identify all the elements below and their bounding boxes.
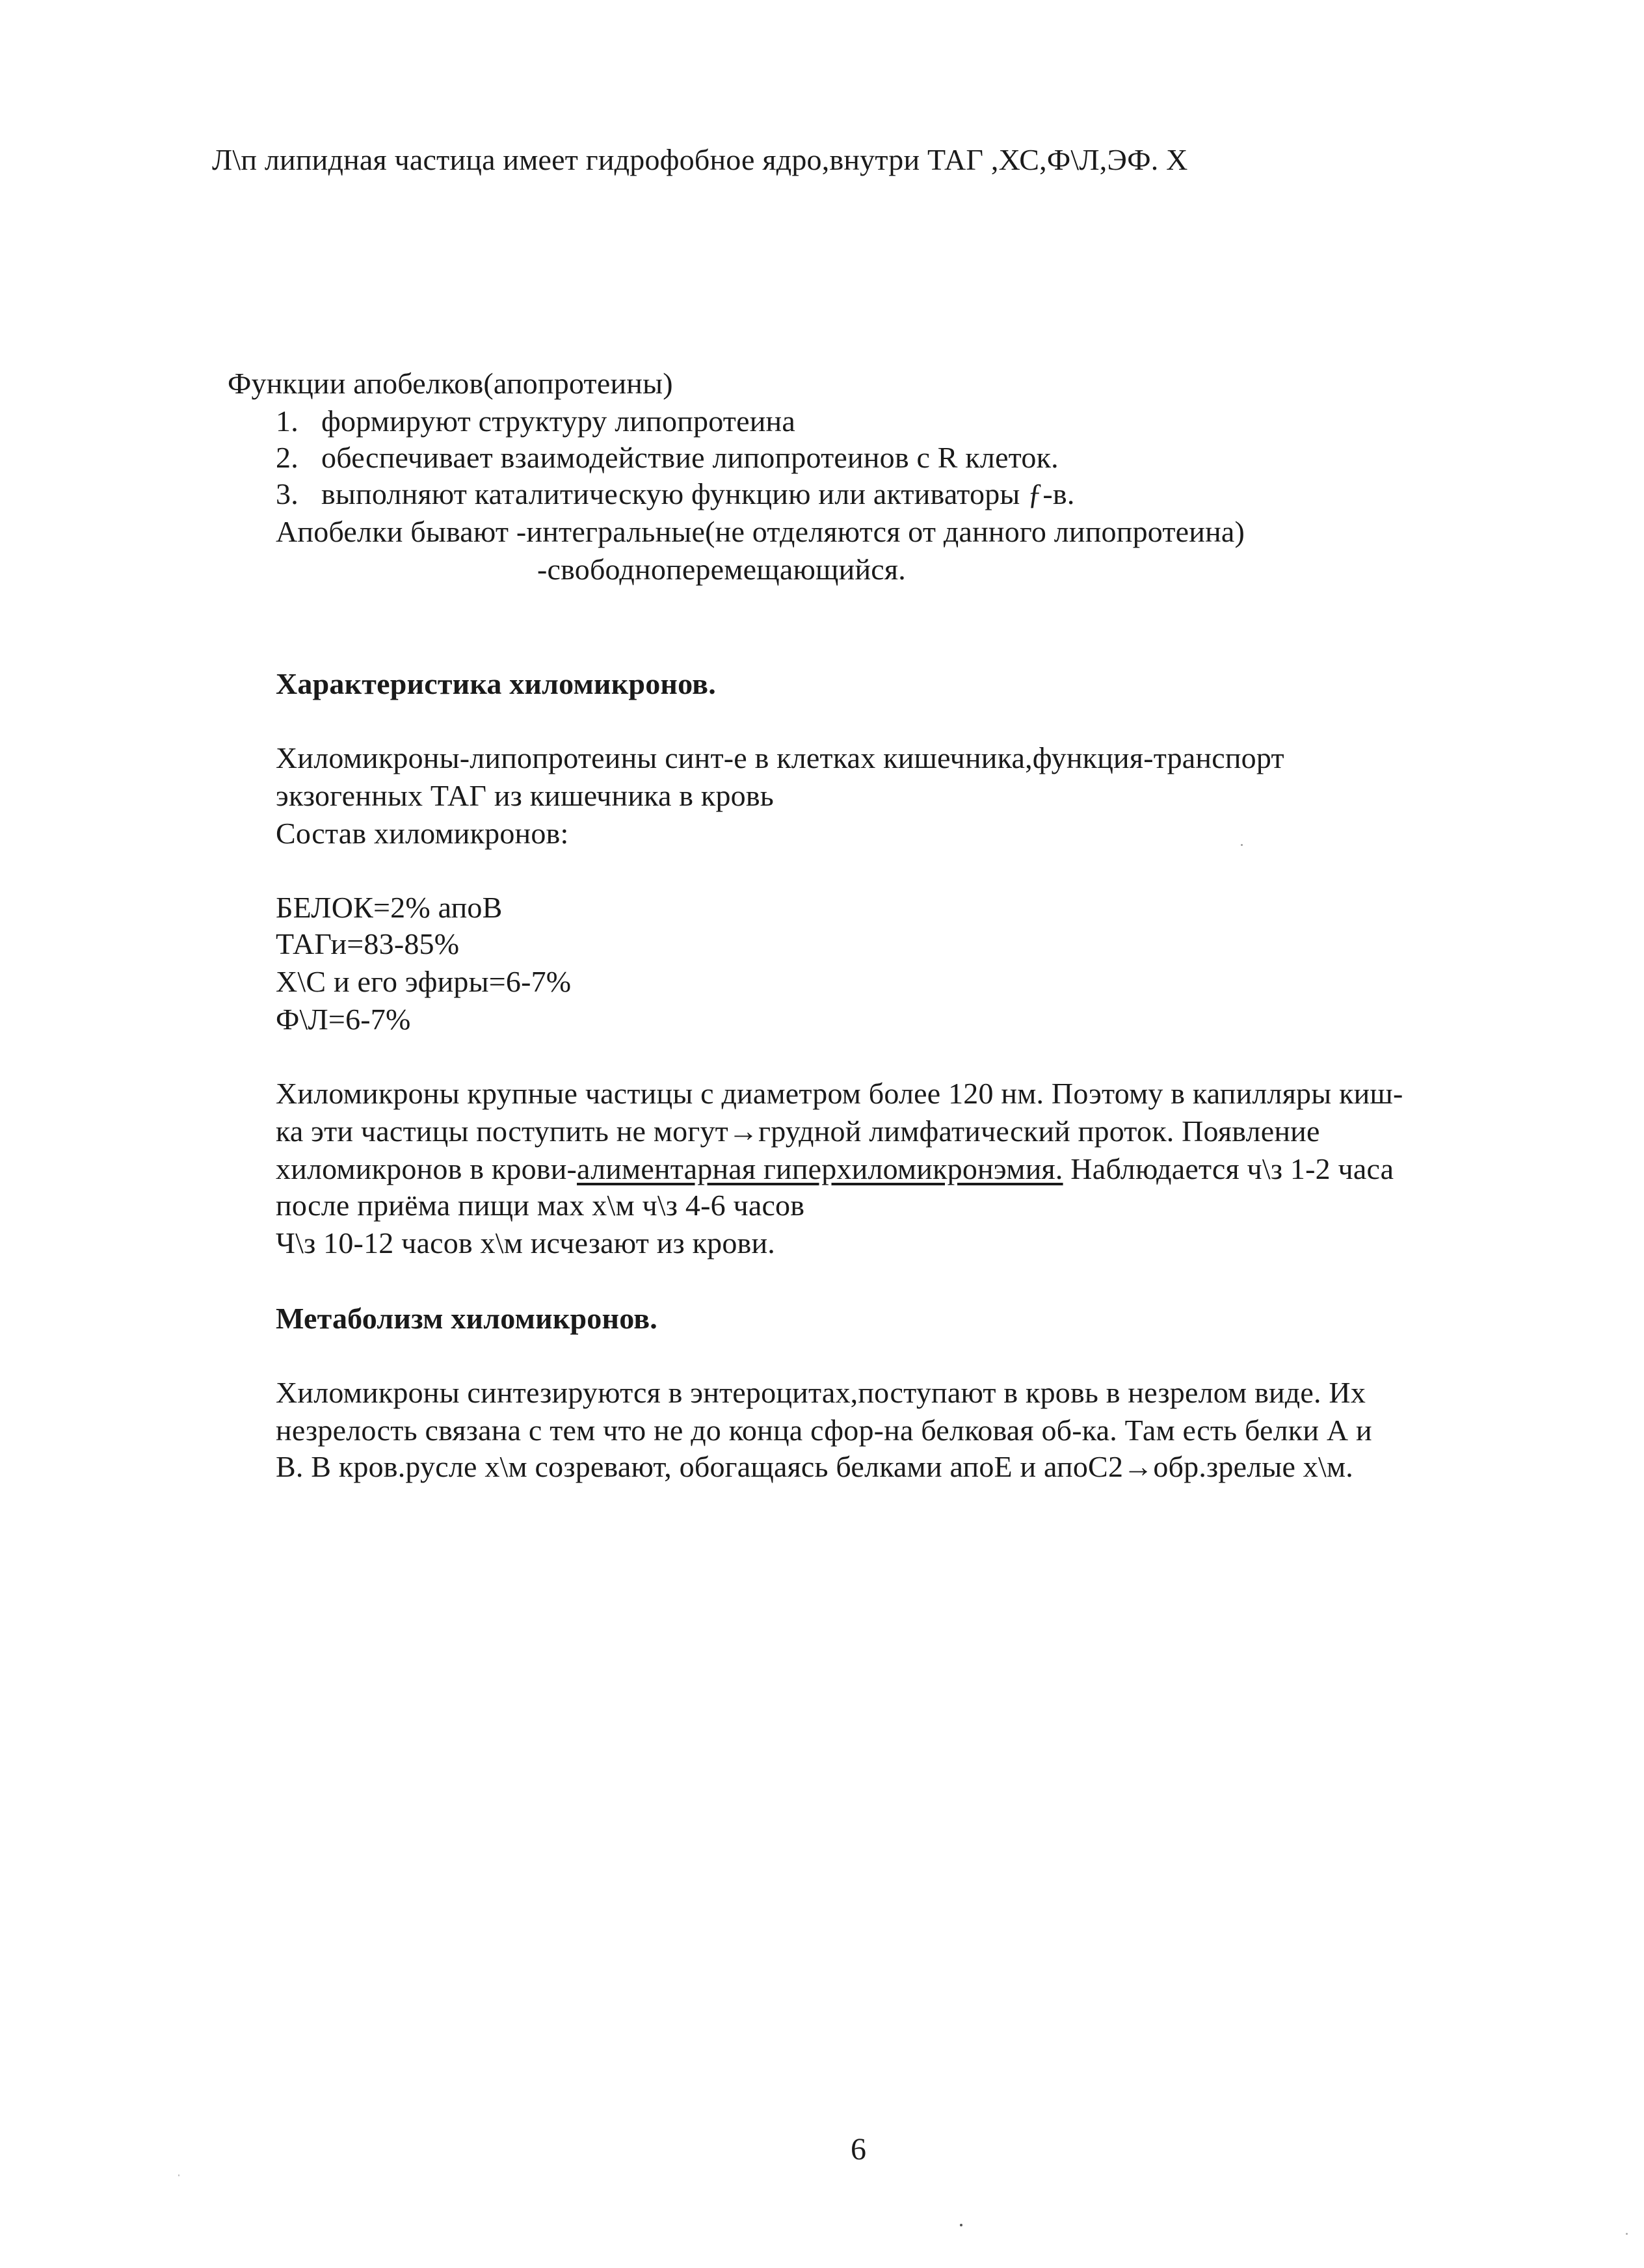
- characteristics-paragraph-line: [276, 1151, 1394, 1187]
- paragraph-text: Наблюдается ч\з 1-2 часа: [1063, 1152, 1394, 1185]
- underlined-term: алиментарная гиперхиломикронэмия.: [577, 1152, 1063, 1185]
- characteristics-paragraph-line: после приёма пищи мах х\м ч\з 4-6 часов: [276, 1189, 805, 1222]
- metabolism-paragraph-line: незрелость связана с тем что не до конца сфор-на белковая об-ка. Там есть белки А и: [276, 1414, 1372, 1447]
- intro-line: Л\п липидная частица имеет гидрофобное ядро,внутри ТАГ ,ХС,Ф\Л,ЭФ. Х: [212, 143, 1188, 176]
- apoproteins-heading: Функции апобелков(апопротеины): [228, 367, 673, 400]
- paragraph-text: хиломикронов в крови-: [276, 1152, 577, 1185]
- metabolism-heading: Метаболизм хиломикронов.: [276, 1302, 658, 1335]
- characteristics-paragraph-line: Хиломикроны-липопротеины синт-е в клетках кишечника,функция-транспорт: [276, 741, 1284, 774]
- characteristics-paragraph-line: экзогенных ТАГ из кишечника в кровь: [276, 779, 774, 812]
- scan-speck: [1241, 844, 1243, 846]
- list-item-number: 2.: [276, 441, 298, 474]
- list-item: [276, 476, 1075, 512]
- list-item-number: 3.: [276, 477, 298, 510]
- composition-title: Состав хиломикронов:: [276, 817, 569, 850]
- scan-speck: [960, 2224, 962, 2226]
- composition-item: Ф\Л=6-7%: [276, 1003, 411, 1036]
- page-number: 6: [851, 2132, 866, 2167]
- composition-item: БЕЛОК=2% апоВ: [276, 891, 503, 924]
- apoproteins-types-line-2: -свободноперемещающийся.: [537, 553, 906, 586]
- metabolism-paragraph-line: Хиломикроны синтезируются в энтероцитах,поступают в кровь в незрелом виде. Их: [276, 1376, 1366, 1409]
- characteristics-paragraph-line: Хиломикроны крупные частицы с диаметром более 120 нм. Поэтому в капилляры киш-: [276, 1077, 1403, 1110]
- composition-item: Х\С и его эфиры=6-7%: [276, 965, 572, 998]
- characteristics-paragraph-line: Ч\з 10-12 часов х\м исчезают из крови.: [276, 1226, 775, 1259]
- list-item-text: формируют структуру липопротеина: [321, 404, 795, 438]
- list-item-text: выполняют каталитическую функцию или активаторы ƒ-в.: [321, 477, 1075, 510]
- apoproteins-types-line: Апобелки бывают -интегральные(не отделяются от данного липопротеина): [276, 515, 1245, 548]
- list-item: [276, 403, 795, 440]
- characteristics-paragraph-line: ка эти частицы поступить не могут→грудной лимфатический проток. Появление: [276, 1114, 1320, 1148]
- scan-speck: [1626, 2233, 1628, 2235]
- list-item-text: обеспечивает взаимодействие липопротеинов с R клеток.: [321, 441, 1059, 474]
- characteristics-heading: Характеристика хиломикронов.: [276, 667, 716, 700]
- list-item-number: 1.: [276, 404, 298, 438]
- list-item: [276, 440, 1059, 476]
- metabolism-paragraph-line: В. В кров.русле х\м созревают, обогащаясь белками апоЕ и апоС2→обр.зрелые х\м.: [276, 1450, 1354, 1483]
- scan-speck: [178, 2174, 179, 2176]
- composition-item: ТАГи=83-85%: [276, 927, 460, 960]
